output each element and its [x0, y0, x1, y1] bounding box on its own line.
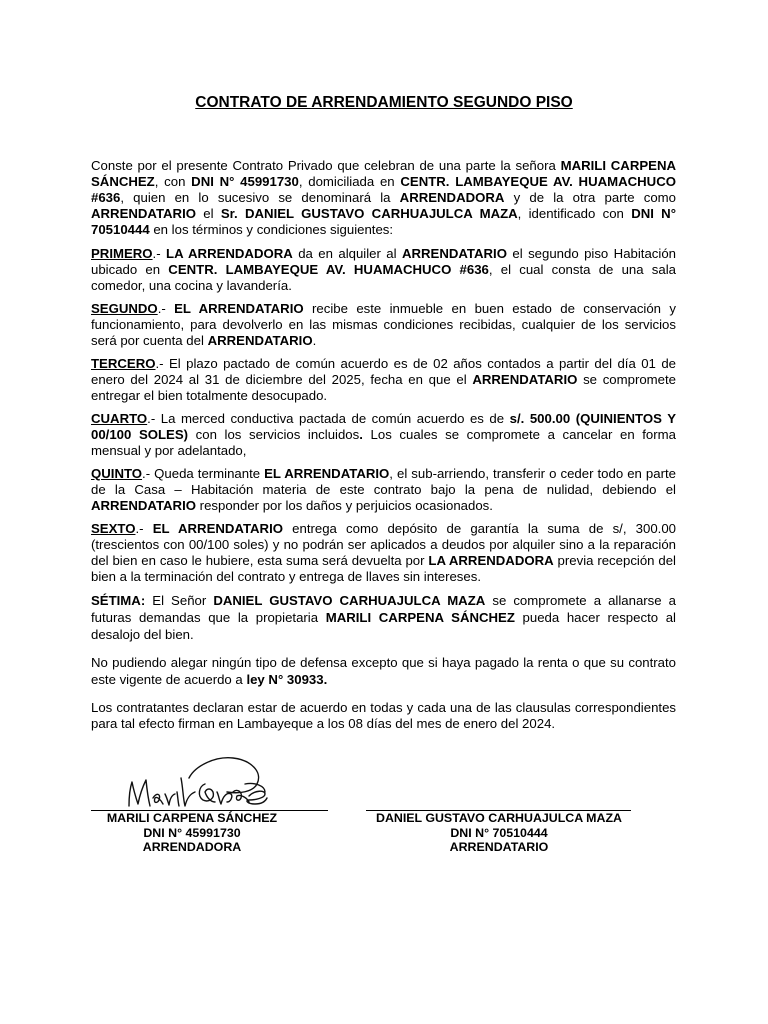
lessor-dni: DNI N° 45991730	[143, 825, 241, 840]
text-run: responder por los daños y perjuicios ocasionados.	[196, 498, 493, 513]
setima-paragraph	[91, 592, 676, 643]
text-run: con los servicios incluidos	[188, 427, 360, 442]
lessee-role: ARRENDATARIO	[449, 840, 549, 854]
text-run: .- Queda terminante	[142, 466, 265, 481]
bold-text: ley N° 30933.	[246, 672, 328, 687]
text-run: , identificado con	[517, 206, 632, 221]
text-run: No pudiendo alegar ningún tipo de defensa excepto que si haya pagado la renta o que su contrato este vigente de acuerdo a	[91, 655, 676, 687]
bold-text: EL ARRENDATARIO	[174, 301, 304, 316]
bold-text: Sr. DANIEL GUSTAVO CARHUAJULCA MAZA	[220, 206, 518, 221]
lessee-dni: DNI N° 70510444	[450, 825, 548, 840]
bold-text: ARRENDATARIO	[207, 333, 313, 348]
text-run: El Señor	[145, 593, 214, 608]
contract-body	[91, 158, 676, 738]
clause-heading: PRIMERO	[91, 246, 153, 261]
bold-text: DNI N° 70510444	[91, 206, 676, 237]
text-run: da en alquiler al	[292, 246, 402, 261]
text-run: se compromete entregar el bien totalmente desocupado.	[91, 372, 676, 403]
bold-text: MARILI CARPENA SÁNCHEZ	[91, 158, 676, 189]
clause-heading: SEGUNDO	[91, 301, 158, 316]
document-title: CONTRATO DE ARRENDAMIENTO SEGUNDO PISO	[195, 94, 573, 111]
signature-block-left	[92, 811, 292, 855]
bold-text: EL ARRENDATARIO	[152, 521, 283, 536]
text-run: , con	[154, 174, 192, 189]
text-run: el	[196, 206, 221, 221]
clause-cuarto	[91, 411, 676, 459]
lessee-name: DANIEL GUSTAVO CARHUAJULCA MAZA	[376, 811, 622, 825]
clause-quinto	[91, 466, 676, 514]
bold-text: .	[359, 427, 363, 442]
text-run: .- El plazo pactado de común acuerdo es de 02 años contados a partir del día 01 de enero del 2024 al 31 de diciembre del 2025, fecha en que el	[91, 356, 676, 387]
bold-text: ARRENDATARIO	[472, 372, 578, 387]
lessor-name: MARILI CARPENA SÁNCHEZ	[106, 811, 278, 825]
text-run: .-	[152, 246, 167, 261]
bold-text: LA ARRENDADORA	[166, 246, 293, 261]
text-run: en los términos y condiciones siguientes:	[149, 222, 394, 237]
text-run: .-	[157, 301, 175, 316]
defense-paragraph	[91, 654, 676, 688]
bold-text: ARRENDATARIO	[91, 206, 197, 221]
text-run: se compromete a allanarse a futuras demandas que la propietaria	[91, 593, 676, 625]
clause-heading: SEXTO	[91, 521, 136, 536]
text-run: y de la otra parte como	[504, 190, 676, 205]
signature-drawing	[115, 748, 275, 814]
bold-text: CENTR. LAMBAYEQUE AV. HUAMACHUCO #636	[168, 262, 489, 277]
bold-text: CENTR. LAMBAYEQUE AV. HUAMACHUCO #636	[91, 174, 676, 205]
text-run: Conste por el presente Contrato Privado que celebran de una parte la señora	[91, 158, 561, 173]
bold-text: MARILI CARPENA SÁNCHEZ	[325, 610, 515, 625]
clauses-list	[91, 246, 676, 585]
bold-text: DNI N° 45991730	[191, 174, 299, 189]
clause-sexto	[91, 521, 676, 585]
clause-tercero	[91, 356, 676, 404]
closing-paragraph	[91, 700, 676, 731]
text-run: Los cuales se compromete a cancelar en forma mensual y por adelantado,	[91, 427, 676, 458]
bold-text: DANIEL GUSTAVO CARHUAJULCA MAZA	[213, 593, 486, 608]
text-run: , el cual consta de una sala comedor, una cocina y lavandería.	[91, 262, 676, 293]
text-run: , el sub-arriendo, transferir o ceder todo en parte de la Casa – Habitación materia de este contrato bajo la pena de nulidad, debiendo el	[91, 466, 676, 497]
lessor-role: ARRENDADORA	[142, 840, 242, 854]
text-run: entrega como depósito de garantía la suma de s/, 300.00 (trescientos con 00/100 soles) y no podrán ser aplicados a deudos por alquiler sino a la reparación del bien en caso le hubiere, esta suma será devuelta por	[91, 521, 676, 568]
clause-segundo	[91, 301, 676, 349]
bold-text: ARRENDATARIO	[401, 246, 507, 261]
text-run: recibe este inmueble en buen estado de conservación y funcionamiento, para devolverlo en las mismas condiciones recibidas, cualquier de los servicios será por cuenta del	[91, 301, 676, 348]
bold-text: EL ARRENDATARIO	[264, 466, 390, 481]
bold-text: s/. 500.00 (QUINIENTOS Y 00/100 SOLES)	[91, 411, 676, 442]
text-run: , quien en lo sucesivo se denominará la	[120, 190, 400, 205]
text-run: , domiciliada en	[298, 174, 401, 189]
text-run: pueda hacer respecto al desalojo del bien.	[91, 610, 676, 642]
bold-text: LA ARRENDADORA	[428, 553, 554, 568]
clause-primero	[91, 246, 676, 294]
text-run: Los contratantes declaran estar de acuerdo en todas y cada una de las clausulas correspondientes para tal efecto firman en Lambayeque a los 08 días del mes de enero del 2024.	[91, 700, 676, 731]
text-run: el segundo piso Habitación ubicado en	[91, 246, 676, 277]
text-run: .-	[135, 521, 153, 536]
signature-block-right	[366, 811, 632, 855]
text-run: previa recepción del bien a la terminación del contrato y entrega de llaves sin intereses.	[91, 553, 676, 584]
clause-heading: TERCERO	[91, 356, 156, 371]
intro-paragraph	[91, 158, 676, 238]
bold-text: ARRENDATARIO	[91, 498, 197, 513]
bold-text: ARRENDADORA	[399, 190, 505, 205]
text-run: .	[312, 333, 317, 348]
text-run: .- La merced conductiva pactada de común acuerdo es de	[147, 411, 510, 426]
bold-text: SÉTIMA:	[91, 593, 146, 608]
clause-heading: CUARTO	[91, 411, 148, 426]
clause-heading: QUINTO	[91, 466, 143, 481]
